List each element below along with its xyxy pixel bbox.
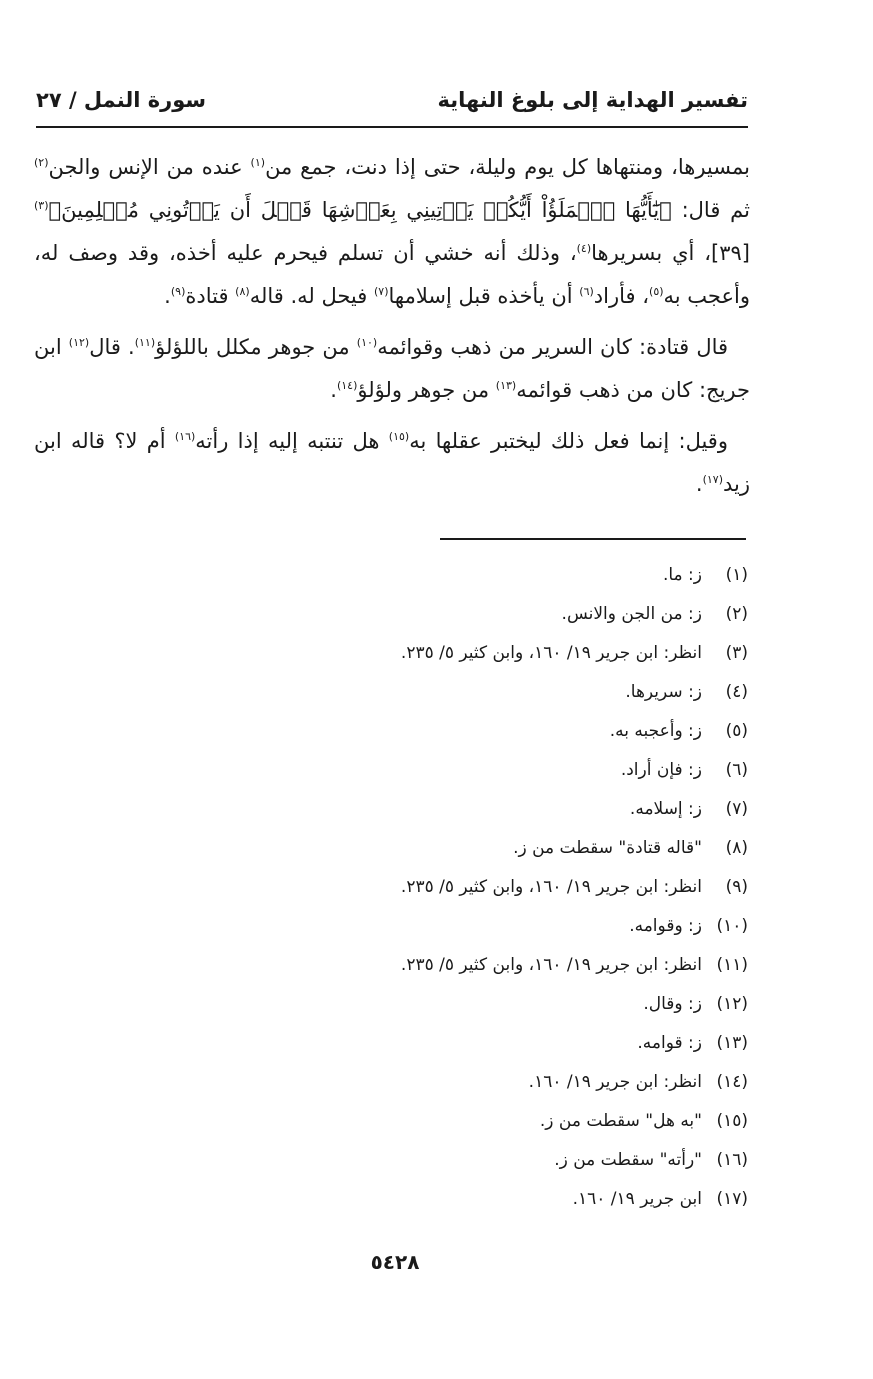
text-segment: أن يأخذه قبل إسلامها [388, 284, 580, 308]
footnote-item [328, 790, 748, 829]
footnote-text: ز: إسلامه. [629, 799, 702, 819]
footnote-number: (٧) [725, 799, 748, 819]
footnote-text: انظر: ابن جرير ١٩/ ١٦٠، وابن كثير ٥/ ٢٣٥. [400, 643, 702, 663]
footnote-item [328, 712, 748, 751]
book-title: تفسير الهداية إلى بلوغ النهاية [437, 88, 748, 112]
footnote-item [328, 829, 748, 868]
footnote-separator [440, 538, 746, 540]
footnote-number: (٨) [725, 838, 748, 858]
footnote-text: ز: سريرها. [625, 682, 702, 702]
text-segment: عنده من الإنس والجن [48, 155, 251, 179]
text-segment: . [330, 378, 337, 402]
footnote-number: (٢) [725, 604, 748, 624]
text-segment: هل تنتبه إليه إذا رأته [195, 429, 389, 453]
footnote-text: انظر: ابن جرير ١٩/ ١٦٠. [528, 1072, 702, 1092]
footnote-item [328, 985, 748, 1024]
footnote-marker: (١٢) [68, 336, 90, 349]
footnote-marker: (٩) [170, 285, 186, 298]
footnote-marker: (١٤) [336, 379, 358, 392]
footnote-item [328, 868, 748, 907]
text-segment: قال قتادة: كان السرير من ذهب وقوائمه [377, 335, 729, 359]
text-segment: . [695, 472, 703, 496]
footnote-text: انظر: ابن جرير ١٩/ ١٦٠، وابن كثير ٥/ ٢٣٥. [400, 877, 702, 897]
footnotes-list [328, 556, 748, 1219]
footnote-item [328, 634, 748, 673]
footnote-item [328, 1024, 748, 1063]
footnote-text: "به هل" سقطت من ز. [539, 1111, 702, 1131]
footnote-number: (٥) [725, 721, 748, 741]
footnote-text: ز: فإن أراد. [620, 760, 702, 780]
footnote-number: (٤) [725, 682, 748, 702]
footnote-number: (٩) [725, 877, 748, 897]
text-segment: ، فأراد [593, 284, 650, 308]
footnote-number: (١٦) [716, 1150, 748, 1170]
footnote-marker: (١٥) [388, 430, 410, 443]
footnote-marker: (١٠) [356, 336, 378, 349]
footnote-marker: (٣) [34, 199, 49, 212]
footnote-marker: (٨) [235, 285, 250, 298]
footnote-text: ز: ما. [662, 565, 702, 585]
footnote-marker: (١١) [134, 336, 156, 349]
page-number: ٥٤٢٨ [370, 1250, 420, 1274]
text-segment: من جوهر مكلل باللؤلؤ [155, 335, 357, 359]
footnote-marker: (٢) [34, 156, 49, 169]
footnote-marker: (٥) [649, 285, 664, 298]
text-segment: بمسيرها، ومنتهاها كل يوم وليلة، حتى إذا دنت، جمع من [265, 155, 750, 179]
text-segment: ثم قال: [671, 198, 750, 222]
paragraph [34, 420, 750, 506]
footnote-text: ز: وقوامه. [629, 916, 702, 936]
text-segment: قتادة [185, 284, 236, 308]
text-segment: أم لا؟ قاله ابن زيد [34, 429, 750, 496]
header-rule [36, 126, 748, 128]
footnote-marker: (١٣) [495, 379, 517, 392]
footnote-text: ز: وأعجبه به. [609, 721, 702, 741]
footnote-item [328, 946, 748, 985]
footnote-number: (١٢) [716, 994, 748, 1014]
footnote-item [328, 556, 748, 595]
quran-verse: ﴿يَٰٓأَيُّهَا ٱلۡمَلَؤُاْ أَيُّكُمۡ يَأۡتِينِي بِعَرۡشِهَا قَبۡلَ أَن يَأۡتُونِي مُسۡلِمِينَ﴾ [48, 198, 672, 222]
footnote-number: (١٤) [716, 1072, 748, 1092]
footnote-item [328, 907, 748, 946]
text-segment: . قال [89, 335, 135, 359]
text-segment: من جوهر ولؤلؤ [357, 378, 496, 402]
footnote-marker: (٦) [579, 285, 594, 298]
paragraph [34, 326, 750, 412]
footnote-number: (١٣) [716, 1033, 748, 1053]
text-segment: وقيل: إنما فعل ذلك ليختبر عقلها به [409, 429, 728, 453]
footnote-number: (١١) [716, 955, 748, 975]
footnote-number: (١) [725, 565, 748, 585]
footnote-text: ابن جرير ١٩/ ١٦٠. [572, 1189, 702, 1209]
footnote-item [328, 751, 748, 790]
footnote-item [328, 595, 748, 634]
footnote-text: "قاله قتادة" سقطت من ز. [513, 838, 702, 858]
text-segment: ابن جريج: كان من ذهب قوائمه [34, 335, 750, 402]
footnote-text: انظر: ابن جرير ١٩/ ١٦٠، وابن كثير ٥/ ٢٣٥. [400, 955, 702, 975]
text-segment: . [164, 284, 171, 308]
footnote-marker: (١٦) [174, 430, 196, 443]
text-segment: فيحل له. قاله [249, 284, 374, 308]
footnote-number: (٦) [725, 760, 748, 780]
footnote-number: (٣) [725, 643, 748, 663]
footnote-item [328, 1180, 748, 1219]
footnote-text: ز: وقال. [643, 994, 702, 1014]
footnote-number: (١٧) [716, 1189, 748, 1209]
footnote-item [328, 1063, 748, 1102]
footnote-marker: (١٧) [702, 473, 723, 486]
footnote-item [328, 673, 748, 712]
footnote-text: ز: من الجن والانس. [561, 604, 702, 624]
footnote-marker: (٧) [373, 285, 389, 298]
text-segment: ، وذلك أنه خشي أن تسلم فيحرم عليه أخذه، وقد وصف له، وأعجب به [34, 241, 750, 308]
footnote-item [328, 1141, 748, 1180]
footnote-marker: (٤) [576, 242, 592, 255]
footnote-marker: (١) [250, 156, 266, 169]
footnote-item [328, 1102, 748, 1141]
footnote-number: (١٥) [716, 1111, 748, 1131]
paragraph [34, 146, 750, 318]
footnote-text: ز: قوامه. [637, 1033, 702, 1053]
surah-title: سورة النمل / ٢٧ [36, 88, 207, 112]
footnote-number: (١٠) [716, 916, 748, 936]
text-segment: [٣٩]، أي بسريرها [591, 241, 750, 265]
running-header [36, 88, 748, 120]
main-text [34, 146, 750, 514]
footnote-text: "رأته" سقطت من ز. [554, 1150, 702, 1170]
